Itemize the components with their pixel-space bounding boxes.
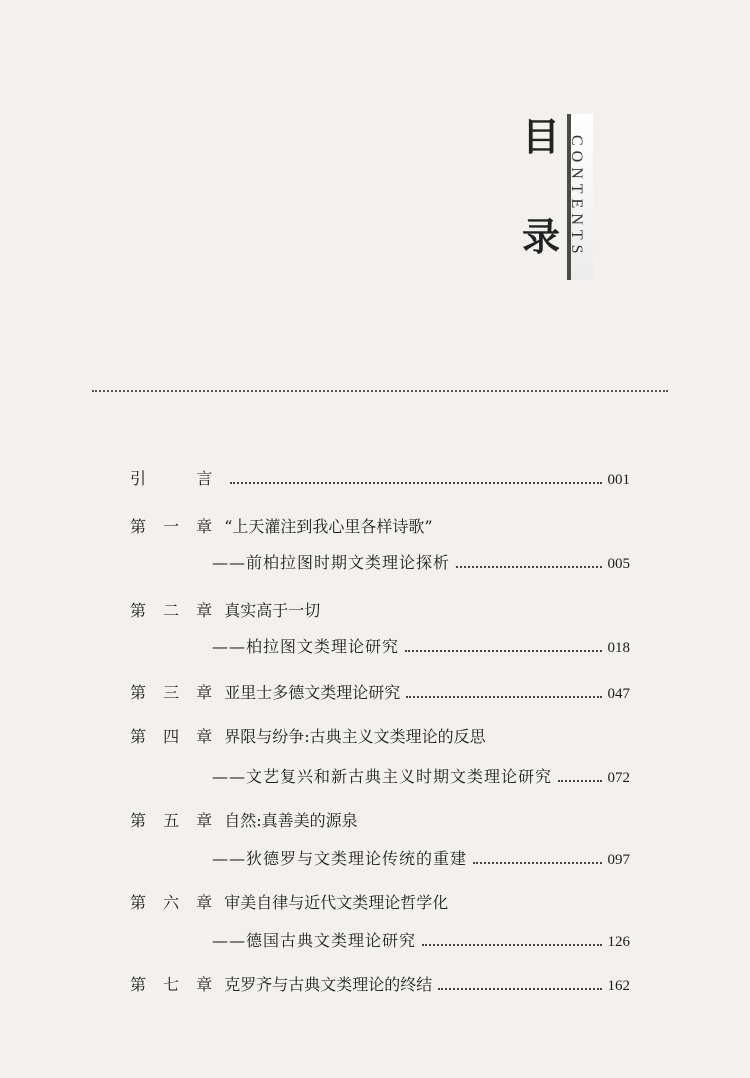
subtitle: ——德国古典文类理论研究 [212, 931, 417, 950]
dotted-divider [92, 390, 668, 392]
toc-entry-ch1[interactable] [130, 514, 630, 537]
chapter-title: 自然:真善美的源泉 [224, 811, 358, 830]
dot-leader [456, 566, 601, 568]
subtitle: ——狄德罗与文类理论传统的重建 [212, 849, 468, 868]
chapter-number: 第 四 章 [130, 727, 219, 746]
subtitle: ——前柏拉图时期文类理论探析 [212, 553, 451, 572]
page-number: 001 [607, 472, 630, 488]
toc-entry-ch3[interactable] [130, 680, 630, 703]
toc-entry-ch7[interactable] [130, 972, 630, 995]
heading-mu: 目 [522, 114, 561, 159]
page-number: 097 [607, 852, 630, 868]
chapter-number: 第 三 章 [130, 683, 219, 702]
page-number: 018 [607, 640, 630, 656]
toc-entry-ch4-sub[interactable] [212, 764, 630, 787]
contents-word: CONTENTS [568, 135, 585, 259]
page-number: 162 [607, 978, 630, 994]
chapter-title: 审美自律与近代文类理论哲学化 [224, 893, 449, 912]
dot-leader [422, 944, 601, 946]
toc-entry-ch6-sub[interactable] [212, 928, 630, 951]
dot-leader [230, 482, 601, 484]
chapter-title: 亚里士多德文类理论研究 [224, 683, 401, 702]
chapter-number: 第 六 章 [130, 893, 219, 912]
dot-leader [438, 988, 601, 990]
chapter-title: “上天灌注到我心里各样诗歌” [224, 517, 433, 536]
toc-entry-ch1-sub[interactable] [212, 550, 630, 573]
dot-leader [558, 780, 601, 782]
chapter-title: 真实高于一切 [224, 601, 321, 620]
page-number: 005 [607, 556, 630, 572]
dot-leader [406, 696, 601, 698]
toc-entry-intro[interactable] [130, 466, 630, 489]
dot-leader [473, 862, 601, 864]
toc-entry-ch5-sub[interactable] [212, 846, 630, 869]
page-number: 126 [607, 934, 630, 950]
heading-lu: 录 [522, 214, 561, 259]
subtitle: ——文艺复兴和新古典主义时期文类理论研究 [212, 767, 553, 786]
page-number: 072 [607, 770, 630, 786]
toc-entry-ch4[interactable] [130, 724, 630, 747]
toc-entry-ch5[interactable] [130, 808, 630, 831]
dot-leader [405, 650, 601, 652]
toc-entry-ch2[interactable] [130, 598, 630, 621]
chapter-number: 第 二 章 [130, 601, 219, 620]
chapter-number: 第 五 章 [130, 811, 219, 830]
chapter-number: 第 七 章 [130, 975, 219, 994]
chapter-number: 第 一 章 [130, 517, 219, 536]
toc-entry-ch2-sub[interactable] [212, 634, 630, 657]
chapter-title: 界限与纷争:古典主义文类理论的反思 [224, 727, 486, 746]
page-number: 047 [607, 686, 630, 702]
toc-entry-ch6[interactable] [130, 890, 630, 913]
subtitle: ——柏拉图文类理论研究 [212, 637, 400, 656]
chapter-title: 克罗齐与古典文类理论的终结 [224, 975, 433, 994]
entry-number: 引 言 [130, 469, 219, 488]
